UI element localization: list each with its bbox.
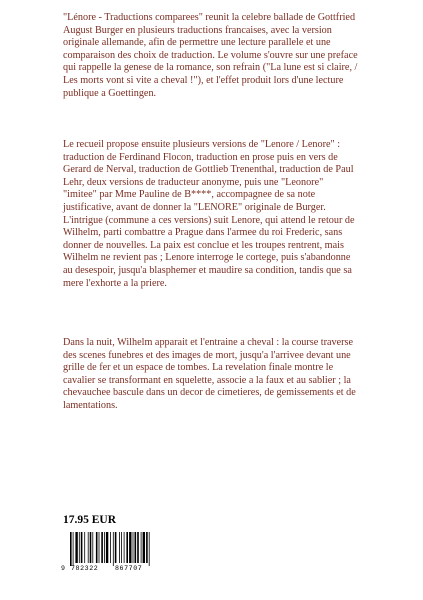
barcode-left-digits: 782322 <box>71 565 99 572</box>
description-paragraph-1: "Lénore - Traductions comparees" reunit la celebre ballade de Gottfried August Burger en plusieurs traductions francaises, avec la version originale allemande, afin de permettre une lecture parallele et une comparaison des choix de traduction. Le volume s'ouvre sur une preface qui rappelle la genese de la romance, son refrain ("La lune est si claire, / Les morts vont si vite a cheval !"), et l'effet produit lors d'une lecture publique a Goettingen. <box>63 12 358 99</box>
barcode-first-digit: 9 <box>61 565 66 572</box>
description-paragraph-3: Dans la nuit, Wilhelm apparait et l'entraine a cheval : la course traverse des scenes funebres et des images de mort, jusqu'a l'arrivee devant une grille de fer et un espace de tombes. La revelation finale montre le cavalier se transformant en squelette, associe a la faux et au sablier ; la chevauchee bascule dans un decor de cimetieres, de gemissements et de lamentations. <box>63 337 356 411</box>
price-label: 17.95 EUR <box>63 514 117 526</box>
barcode-bars-graphic <box>61 532 161 566</box>
description-paragraph-2: Le recueil propose ensuite plusieurs versions de "Lenore / Lenore" : traduction de Ferdinand Flocon, traduction en prose puis en vers de Gerard de Nerval, traduction de Gottlieb Trenenthal, traduction de Paul Lehr, deux versions de traducteur anonyme, puis une "Leonore" "imitee" par Mme Pauline de B****, accompagnee de sa note justificative, avant de donner la "LENORE" originale de Burger. L'intrigue (commune a ces versions) suit Lenore, qui attend le retour de Wilhelm, parti combattre a Prague dans l'armee du roi Frederic, sans donner de nouvelles. La paix est conclue et les troupes rentrent, mais Wilhelm ne revient pas ; Lenore interroge le cortege, puis s'abandonne au desespoir, jusqu'a blasphemer et maudire sa condition, tandis que sa mere l'exhorte a la priere. <box>63 139 355 289</box>
isbn-barcode <box>61 532 161 574</box>
barcode-right-digits: 867707 <box>115 565 143 572</box>
